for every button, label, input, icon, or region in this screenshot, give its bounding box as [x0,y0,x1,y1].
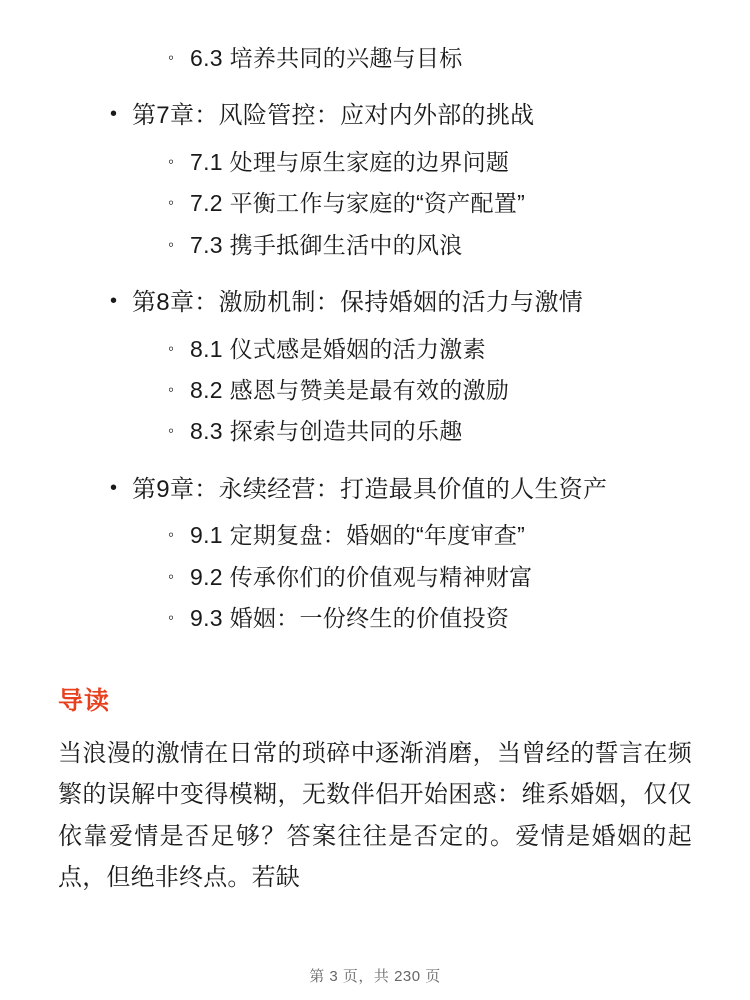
filled-bullet-icon [110,471,132,505]
hollow-bullet-icon [168,413,190,449]
hollow-bullet-icon [168,227,190,263]
toc-chapter-item[interactable] [58,97,692,136]
toc-section-label: 9.3 婚姻：一份终生的价值投资 [190,604,510,631]
toc-section-label: 8.2 感恩与赞美是最有效的激励 [190,377,510,403]
toc-section-item[interactable] [58,517,692,554]
toc-chapter-label: 第9章：永续经营：打造最具价值的人生资产 [132,475,608,503]
table-of-contents [58,40,692,637]
toc-section-label: 6.3 培养共同的兴趣与目标 [190,45,463,71]
toc-chapter-group [58,97,692,264]
hollow-bullet-icon [168,40,190,76]
toc-chapter-group [58,471,692,638]
toc-section-label: 7.2 平衡工作与家庭的“资产配置” [190,190,526,217]
toc-chapter-label: 第8章：激励机制：保持婚姻的活力与激情 [132,288,584,316]
toc-section-item[interactable] [58,144,692,181]
toc-section-item[interactable] [58,40,692,77]
toc-section-label: 8.3 探索与创造共同的乐趣 [190,418,463,445]
toc-section-label: 9.2 传承你们的价值观与精神财富 [190,563,533,590]
toc-section-item[interactable] [58,227,692,264]
hollow-bullet-icon [168,600,190,636]
toc-chapter-label: 第7章：风险管控：应对内外部的挑战 [132,102,535,130]
hollow-bullet-icon [168,517,190,553]
intro-paragraph: 当浪漫的激情在日常的琐碎中逐渐消磨，当曾经的誓言在频繁的误解中变得模糊，无数伴侣开始困惑：维系婚姻，仅仅依靠爱情是否足够？答案往往是否定的。爱情是婚姻的起点，但绝非终点。若缺 [58,740,692,891]
filled-bullet-icon [110,284,132,318]
toc-section-item[interactable] [58,413,692,450]
hollow-bullet-icon [168,559,190,595]
filled-bullet-icon [110,97,132,131]
toc-section-label: 8.1 仪式感是婚姻的活力激素 [190,335,486,362]
toc-section-item[interactable] [58,559,692,596]
page-footer: 第 3 页，共 230 页 [309,968,441,985]
hollow-bullet-icon [168,185,190,221]
hollow-bullet-icon [168,144,190,180]
toc-chapter-item[interactable] [58,471,692,510]
hollow-bullet-icon [168,331,190,367]
toc-section-item[interactable] [58,185,692,222]
toc-section-label: 7.3 携手抵御生活中的风浪 [190,231,463,258]
toc-section-item[interactable] [58,372,692,409]
toc-section-label: 9.1 定期复盘：婚姻的“年度审查” [190,522,526,549]
toc-section-item[interactable] [58,600,692,637]
intro-heading: 导读 [58,687,111,716]
toc-section-label: 7.1 处理与原生家庭的边界问题 [190,149,510,176]
toc-chapter-item[interactable] [58,284,692,323]
hollow-bullet-icon [168,372,190,408]
toc-chapter-group [58,284,692,451]
toc-section-item[interactable] [58,331,692,368]
